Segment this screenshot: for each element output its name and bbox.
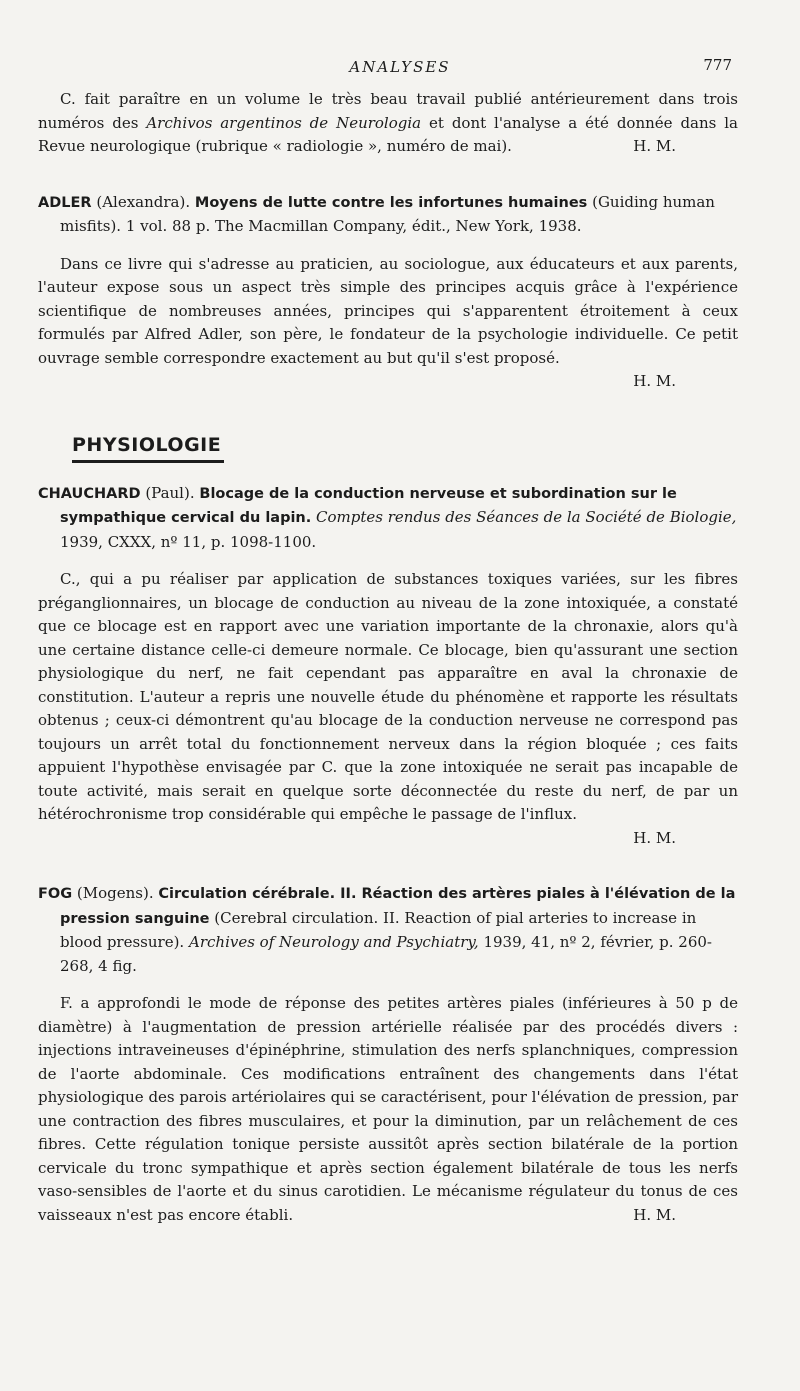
page-content bbox=[38, 88, 738, 1227]
running-title: ANALYSES bbox=[349, 58, 451, 76]
entry-signature: H. M. bbox=[633, 1205, 676, 1224]
entry-body: C., qui a pu réaliser par application de substances toxiques variées, sur les fibres préganglionnaires, un blocage de conduction au niveau de la zone intoxiquée, a constaté que ce blocage est en rapport avec une variation importante de la chronaxie, alors qu'à une certaine distance celle-ci demeure normale. Ce blocage, bien qu'assurant une section physiologique du nerf, ne fait cependant pas apparaître en aval la chronaxie de constitution. L'auteur a repris une nouvelle étude du phénomène et rapporte les résultats obtenus ; ceux-ci démontrent qu'au blocage de la conduction nerveuse ne correspond pas toujours un arrêt total du fonctionnement nerveux dans la région bloquée ; ces faits appuient l'hypothèse envisagée par C. que la zone intoxiquée ne serait pas incapable de toute activité, mais serait en quelque sorte déconnectée du reste du nerf, de par un hétérochronisme trop considérable qui empêche le passage de l'influx. bbox=[38, 570, 738, 823]
entry-firstname: (Mogens). bbox=[76, 884, 154, 902]
entry-body bbox=[38, 992, 738, 1227]
section-wrap bbox=[38, 394, 738, 456]
entry-citation bbox=[38, 482, 738, 555]
entry-signature: H. M. bbox=[633, 372, 676, 390]
entry-author: CHAUCHARD bbox=[38, 485, 141, 502]
entry-body-text: F. a approfondi le mode de réponse des petites artères piales (inférieures à 50 p de diamètre) à l'augmentation de pression artérielle réalisée par des procédés divers : injections intraveineuses d'épinéphrine, stimulation des nerfs splanchniques, compression de l'aorte abdominale. Ces modifications entraînent des changements dans l'état physiologique des parois artériolaires qui se caractérisent, pour l'élévation de pression, par une contraction des fibres musculaires, et pour la diminution, par un relâchement de ces fibres. Cette régulation tonique persiste aussitôt après section bilatérale de la portion cervicale du tronc sympathique et après section également bilatérale de tous les nerfs vaso-sensibles de l'aorte et du sinus carotidien. Le mécanisme régulateur du tonus de ces vaisseaux n'est pas encore établi. bbox=[38, 994, 738, 1224]
entry-title: Moyens de lutte contre les infortunes humaines bbox=[194, 194, 588, 211]
entry-author: ADLER bbox=[38, 194, 92, 211]
entry-journal: Comptes rendus des Séances de la Société de Biologie, bbox=[316, 508, 737, 526]
entry-journal: Archives of Neurology and Psychiatry, bbox=[189, 933, 479, 951]
entry-citation-rest: 1939, CXXX, nº 11, p. 1098-1100. bbox=[60, 532, 317, 551]
entry-firstname: (Alexandra). bbox=[96, 192, 191, 211]
entry-citation-plain: (Guiding human misfits). 1 vol. 88 p. The Macmillan Company, édit., New York, 1938. bbox=[60, 192, 715, 235]
running-head bbox=[0, 56, 800, 80]
section-heading: PHYSIOLOGIE bbox=[72, 434, 224, 464]
entry-citation bbox=[38, 191, 738, 239]
entry-title: Circulation cérébrale. II. Réaction des artères piales à l'élévation de la pression sanguine bbox=[60, 886, 736, 927]
intro-signature: H. M. bbox=[633, 137, 676, 155]
intro-paragraph bbox=[38, 88, 738, 159]
review-entry-fog bbox=[38, 882, 738, 1227]
entry-citation-plain: (Cerebral circulation. II. Reaction of pial arteries to increase in blood pressure). bbox=[60, 908, 697, 951]
page-number: 777 bbox=[703, 56, 732, 74]
intro-text-after: et dont l'analyse a été donnée dans la Revue neurologique (rubrique « radiologie », numéro de mai). bbox=[38, 113, 738, 155]
entry-citation bbox=[38, 882, 738, 978]
entry-author: FOG bbox=[38, 886, 73, 902]
entry-body: Dans ce livre qui s'adresse au praticien, au sociologue, aux éducateurs et aux parents, l'auteur expose sous un aspect très simple des principes acquis grâce à l'expérience scientifique de nombreuses années, principes qui s'apparentent étroitement à ceux formulés par Alfred Adler, son père, le fondateur de la psychologie individuelle. Ce petit ouvrage semble correspondre exactement au but qu'il s'est proposé. bbox=[38, 254, 738, 367]
review-entry-adler bbox=[38, 191, 738, 394]
entry-signature: H. M. bbox=[633, 828, 676, 847]
entry-citation-rest: 1939, 41, nº 2, février, p. 260-268, 4 fig. bbox=[60, 933, 712, 975]
review-entry-chauchard bbox=[38, 482, 738, 851]
intro-text-before: C. fait paraître en un volume le très beau travail publié antérieurement dans trois numéros des bbox=[38, 90, 738, 132]
entry-firstname: (Paul). bbox=[145, 483, 195, 502]
entry-title: Blocage de la conduction nerveuse et subordination sur le sympathique cervical du lapin. bbox=[60, 485, 677, 526]
intro-journal: Archivos argentinos de Neurologia bbox=[146, 113, 422, 132]
